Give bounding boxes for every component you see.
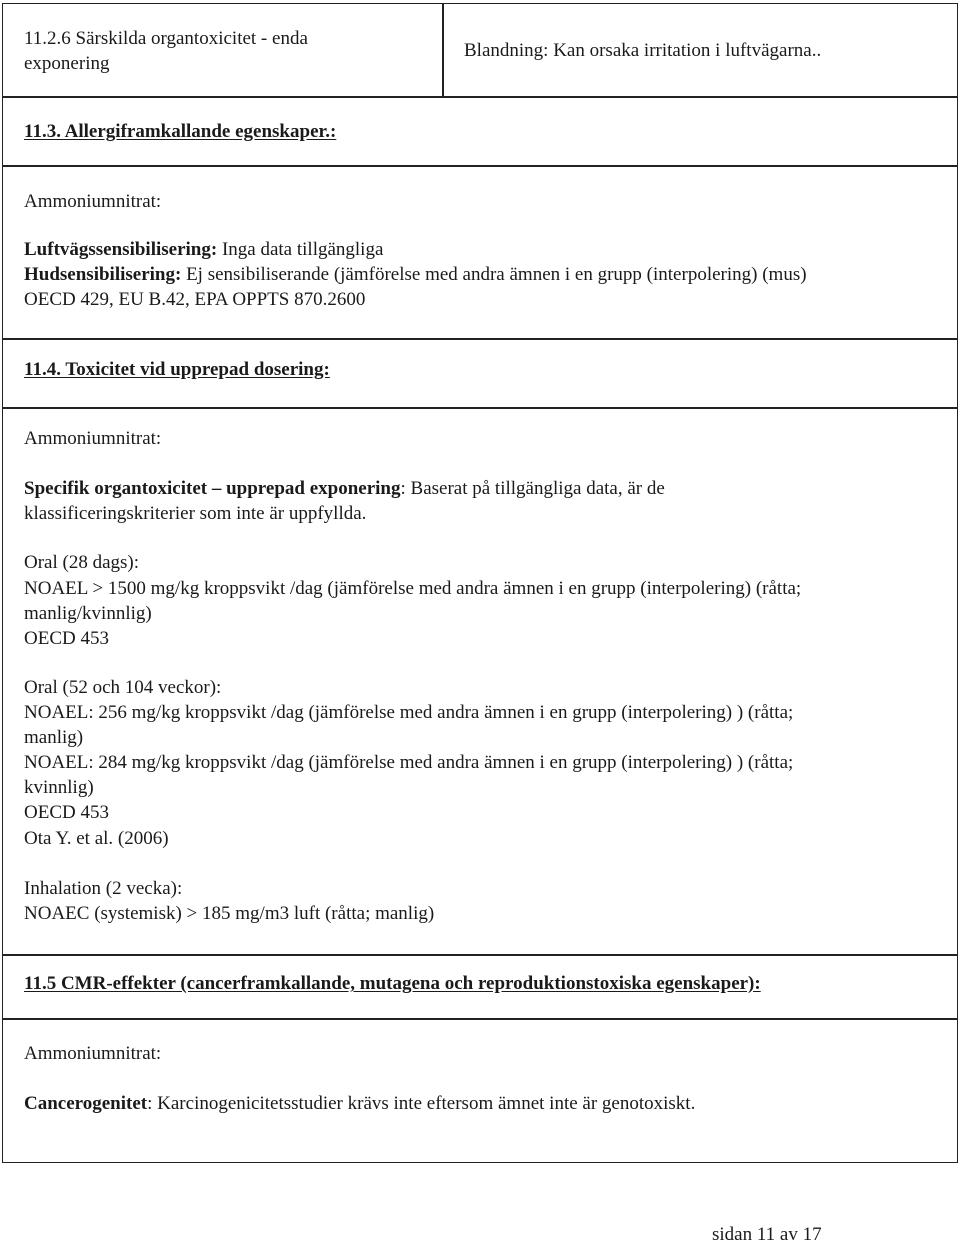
skin-sensitisation (24, 262, 807, 287)
stot-repeated-label: Specifik organtoxicitet – upprepad exponering (24, 478, 401, 499)
oral-28-line2: manlig/kvinnlig) (24, 603, 152, 624)
section-11-2-6-value: Blandning: Kan orsaka irritation i luftvägarna.. (464, 40, 822, 61)
oral-28-reference: OECD 453 (24, 628, 109, 649)
section-11-2-6-title-line2: exponering (24, 53, 110, 74)
section-11-2-6-title-line1: 11.2.6 Särskilda organtoxicitet - enda (24, 28, 308, 49)
oral-52-line3: NOAEL: 284 mg/kg kroppsvikt /dag (jämförelse med andra ämnen i en grupp (interpolering) ) (råtta; (24, 752, 794, 773)
oral-52-title: Oral (52 och 104 veckor): (24, 677, 222, 698)
repeated-substance: Ammoniumnitrat: (24, 428, 162, 449)
inhalation-line: NOAEC (systemisk) > 185 mg/m3 luft (råtta; manlig) (24, 903, 435, 924)
oral-52-line4: kvinnlig) (24, 777, 94, 798)
skin-sensitisation-label: Hudsensibilisering: (24, 264, 182, 285)
respiratory-sensitisation (24, 237, 383, 262)
stot-repeated-value-line2: klassificeringskriterier som inte är uppfyllda. (24, 503, 367, 524)
carcinogenicity-label: Cancerogenitet (24, 1093, 148, 1114)
oral-52-reference: OECD 453 (24, 802, 109, 823)
allergy-substance: Ammoniumnitrat: (24, 191, 162, 212)
section-11-5-heading: 11.5 CMR-effekter (cancerframkallande, mutagena och reproduktionstoxiska egenskaper): (24, 973, 761, 994)
carcinogenicity-value: : Karcinogenicitetsstudier krävs inte eftersom ämnet inte är genotoxiskt. (147, 1093, 696, 1114)
respiratory-sensitisation-label: Luftvägssensibilisering: (24, 239, 218, 260)
skin-sensitisation-reference: OECD 429, EU B.42, EPA OPPTS 870.2600 (24, 289, 366, 310)
cmr-substance: Ammoniumnitrat: (24, 1043, 162, 1064)
oral-52-line1: NOAEL: 256 mg/kg kroppsvikt /dag (jämförelse med andra ämnen i en grupp (interpolering) ) (råtta; (24, 702, 794, 723)
section-11-3-heading: 11.3. Allergiframkallande egenskaper.: (24, 121, 337, 142)
stot-repeated (24, 476, 665, 501)
carcinogenicity (24, 1091, 695, 1116)
oral-28-title: Oral (28 dags): (24, 552, 140, 573)
stot-repeated-value: : Baserat på tillgängliga data, är de (400, 478, 665, 499)
oral-52-line2: manlig) (24, 727, 84, 748)
skin-sensitisation-value: Ej sensibiliserande (jämförelse med andra ämnen i en grupp (interpolering) (mus) (181, 264, 807, 285)
respiratory-sensitisation-value: Inga data tillgängliga (217, 239, 384, 260)
oral-52-citation: Ota Y. et al. (2006) (24, 828, 169, 849)
section-11-4-heading: 11.4. Toxicitet vid upprepad dosering: (24, 359, 330, 380)
inhalation-title: Inhalation (2 vecka): (24, 878, 183, 899)
oral-28-line1: NOAEL > 1500 mg/kg kroppsvikt /dag (jämförelse med andra ämnen i en grupp (interpolering) (råtta; (24, 578, 802, 599)
page-number: sidan 11 av 17 (712, 1224, 822, 1245)
